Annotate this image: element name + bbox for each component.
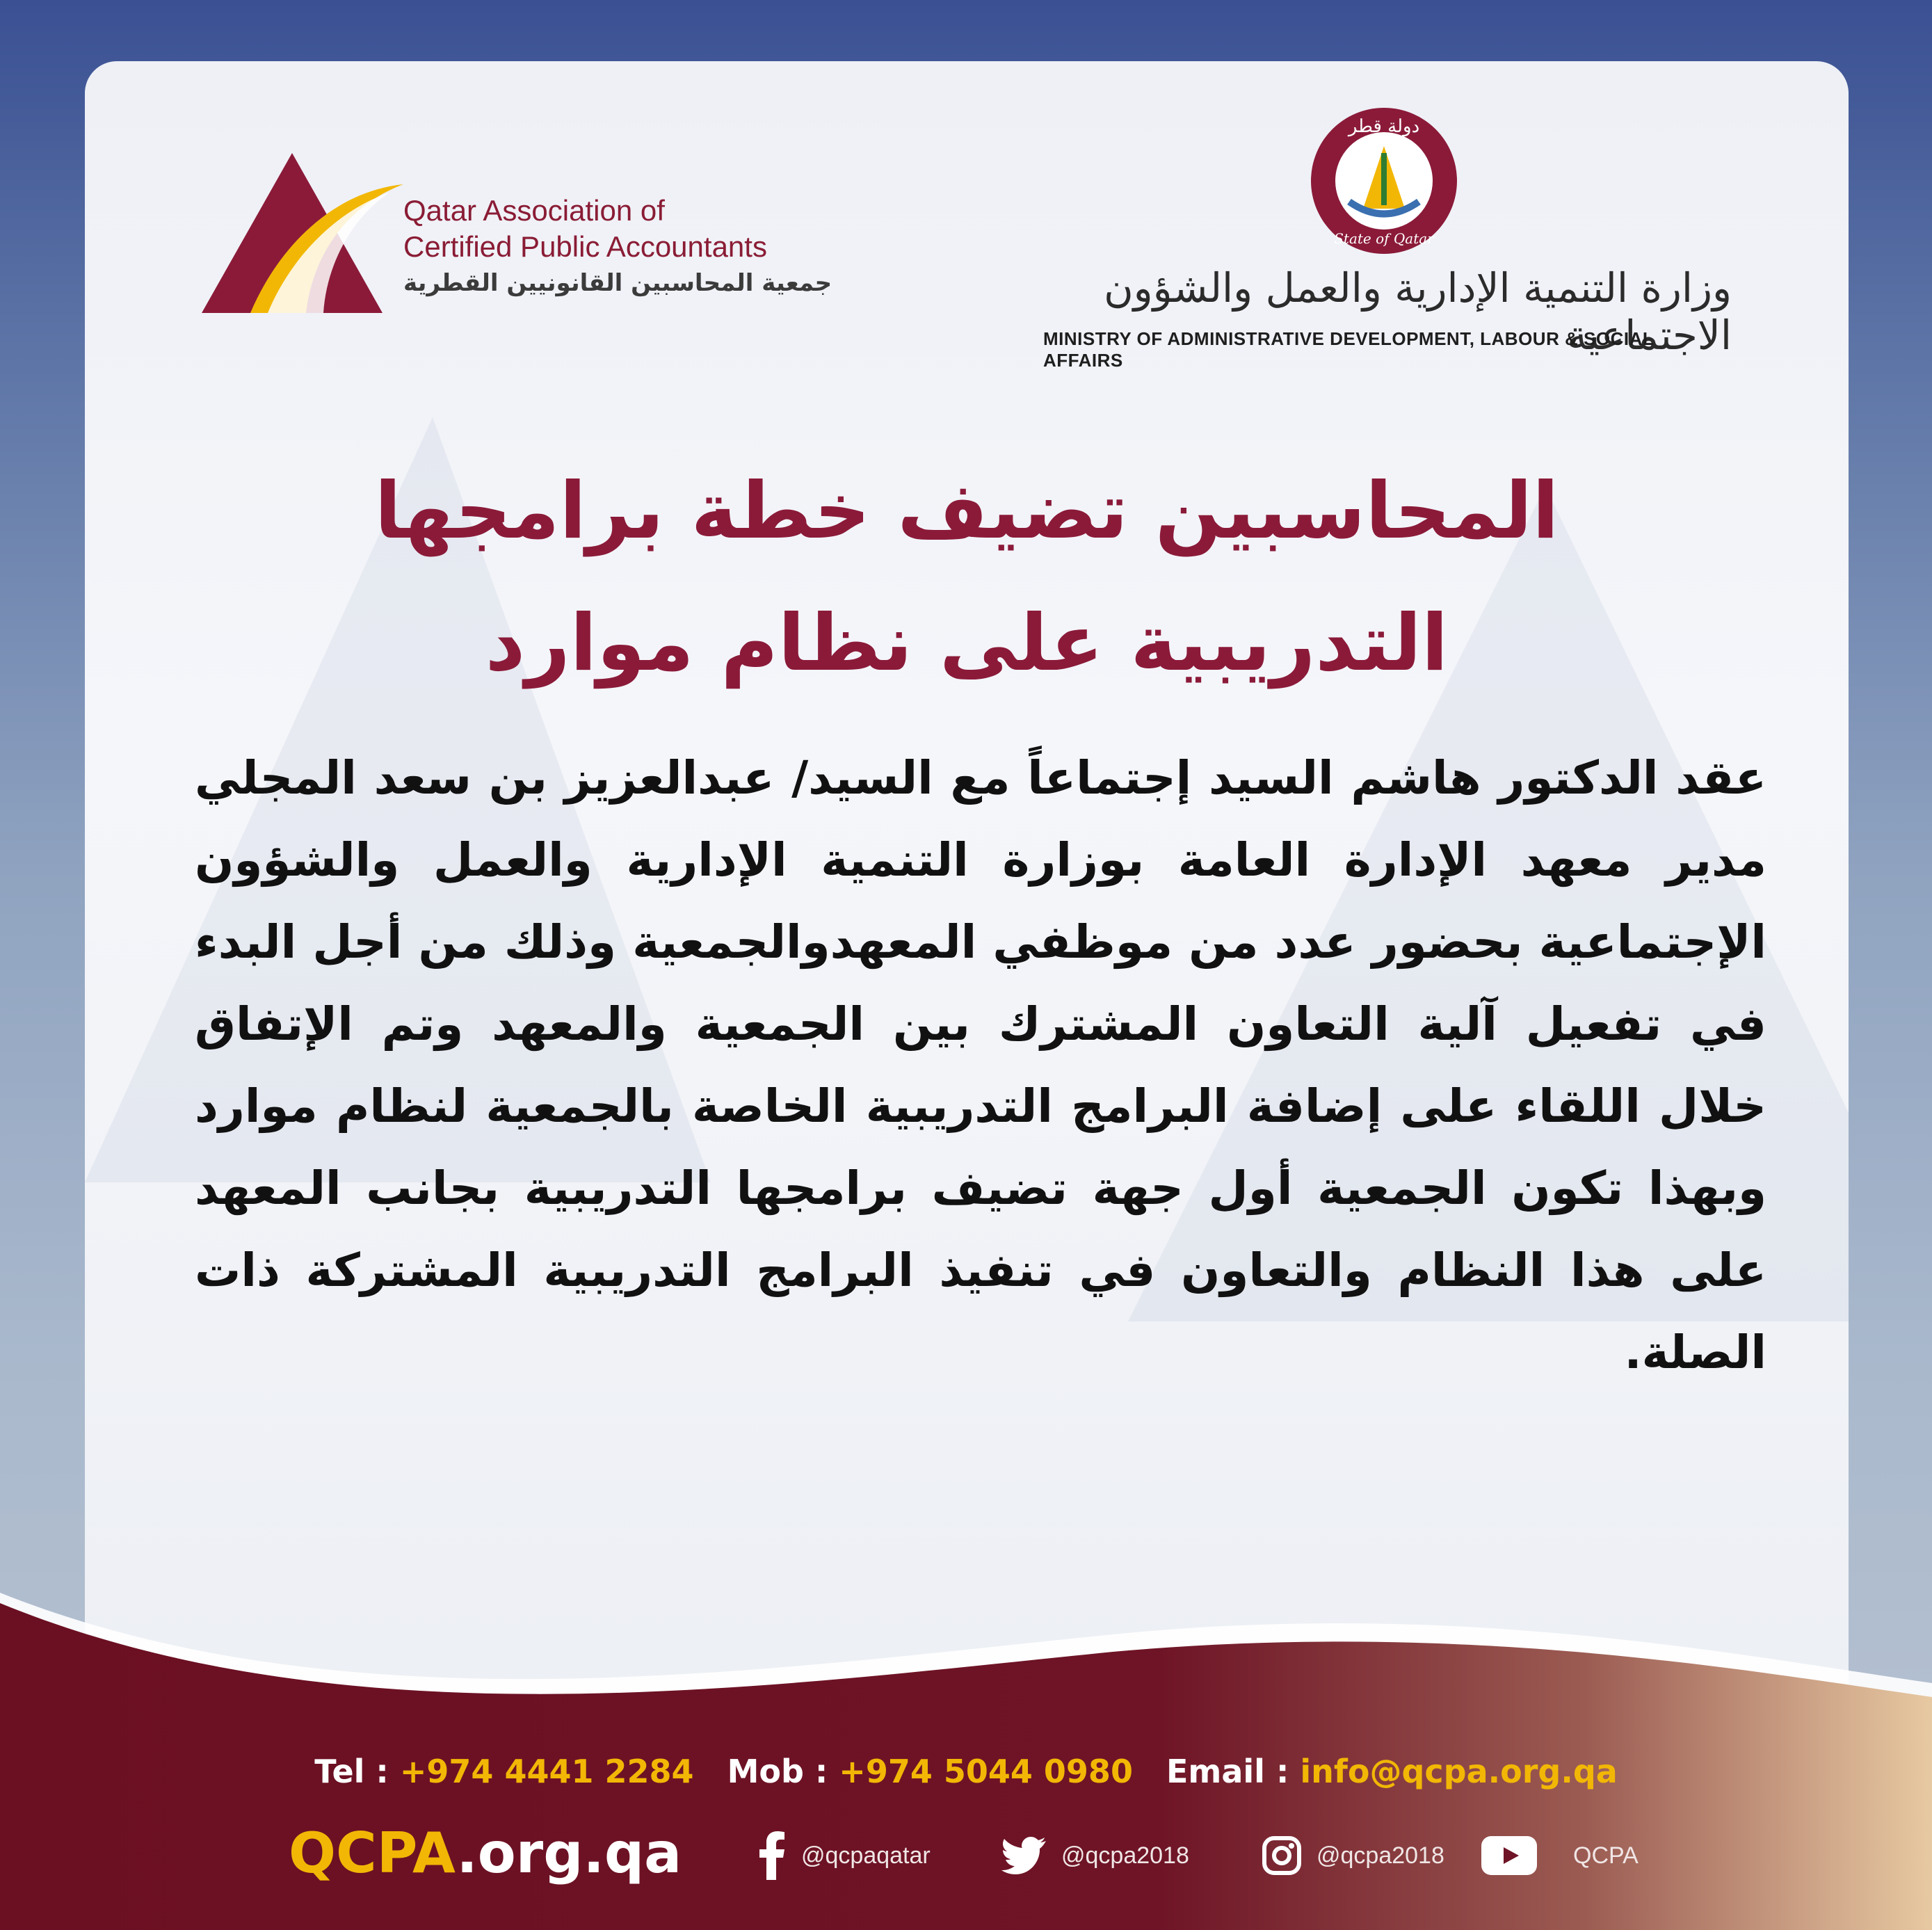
site-domain: .org.qa [456, 1821, 682, 1885]
youtube-handle: QCPA [1573, 1842, 1639, 1869]
qcpa-name-line1: Qatar Association of [403, 194, 665, 227]
contact-line [0, 1753, 1932, 1790]
body-paragraph: عقد الدكتور هاشم السيد إجتماعاً مع السيد/ عبدالعزيز بن سعد المجلي مدير معهد الإدارة العامة بوزارة التنمية الإدارية والعمل والشؤون الإجتماعية بحضور عدد من موظفي المعهدوالجمعية وذلك من أجل البدء في تفعيل آلية التعاون المشترك بين الجمعية والمعهد وتم الإتفاق خلال اللقاء على إضافة البرامج التدريبية الخاصة بالجمعية لنظام موارد وبهذا تكون الجمعية أول جهة تضيف برامجها التدريبية بجانب المعهد على هذا النظام والتعاون في تنفيذ البرامج التدريبية المشتركة ذات الصلة. [195, 751, 1766, 1379]
mob-label: Mob : [727, 1753, 828, 1790]
ministry-logo [1043, 104, 1732, 371]
qcpa-name-en [403, 193, 767, 265]
mob-value[interactable]: +974 5044 0980 [839, 1753, 1133, 1790]
website-link[interactable] [289, 1821, 682, 1885]
twitter-handle: @qcpa2018 [1061, 1842, 1189, 1869]
headline [209, 445, 1725, 709]
ministry-name-en: MINISTRY OF ADMINISTRATIVE DEVELOPMENT, LABOUR & SOCIAL AFFAIRS [1043, 328, 1654, 371]
state-of-qatar-emblem-icon [1307, 104, 1460, 257]
emblem-top-text: دولة قطر [1348, 116, 1420, 137]
qcpa-name-ar: جمعية المحاسبين القانونيين القطرية [403, 269, 832, 297]
qcpa-name-line2: Certified Public Accountants [403, 230, 767, 263]
site-brand: QCPA [289, 1821, 457, 1885]
tel-label: Tel : [314, 1753, 389, 1790]
twitter-link[interactable] [1001, 1828, 1189, 1883]
instagram-link[interactable] [1262, 1828, 1444, 1883]
email-label: Email : [1166, 1753, 1289, 1790]
tel-value[interactable]: +974 4441 2284 [399, 1753, 694, 1790]
email-link[interactable]: info@qcpa.org.qa [1300, 1753, 1618, 1790]
headline-line2: التدريبية على نظام موارد [485, 598, 1449, 689]
headline-line1: المحاسبين تضيف خطة برامجها [374, 466, 1559, 556]
facebook-handle: @qcpaqatar [801, 1842, 931, 1869]
youtube-link[interactable] [1481, 1828, 1639, 1883]
youtube-icon [1481, 1836, 1537, 1875]
qcpa-logo [202, 150, 855, 316]
qcpa-triangle-icon [202, 150, 403, 316]
instagram-handle: @qcpa2018 [1317, 1842, 1444, 1869]
facebook-icon [758, 1831, 786, 1880]
ministry-name-ar: وزارة التنمية الإدارية والعمل والشؤون الاجتماعية [1104, 264, 1732, 359]
twitter-icon [1001, 1837, 1046, 1874]
facebook-link[interactable] [758, 1828, 931, 1883]
instagram-icon [1262, 1836, 1301, 1875]
emblem-bottom-text: State of Qatar [1334, 230, 1434, 247]
